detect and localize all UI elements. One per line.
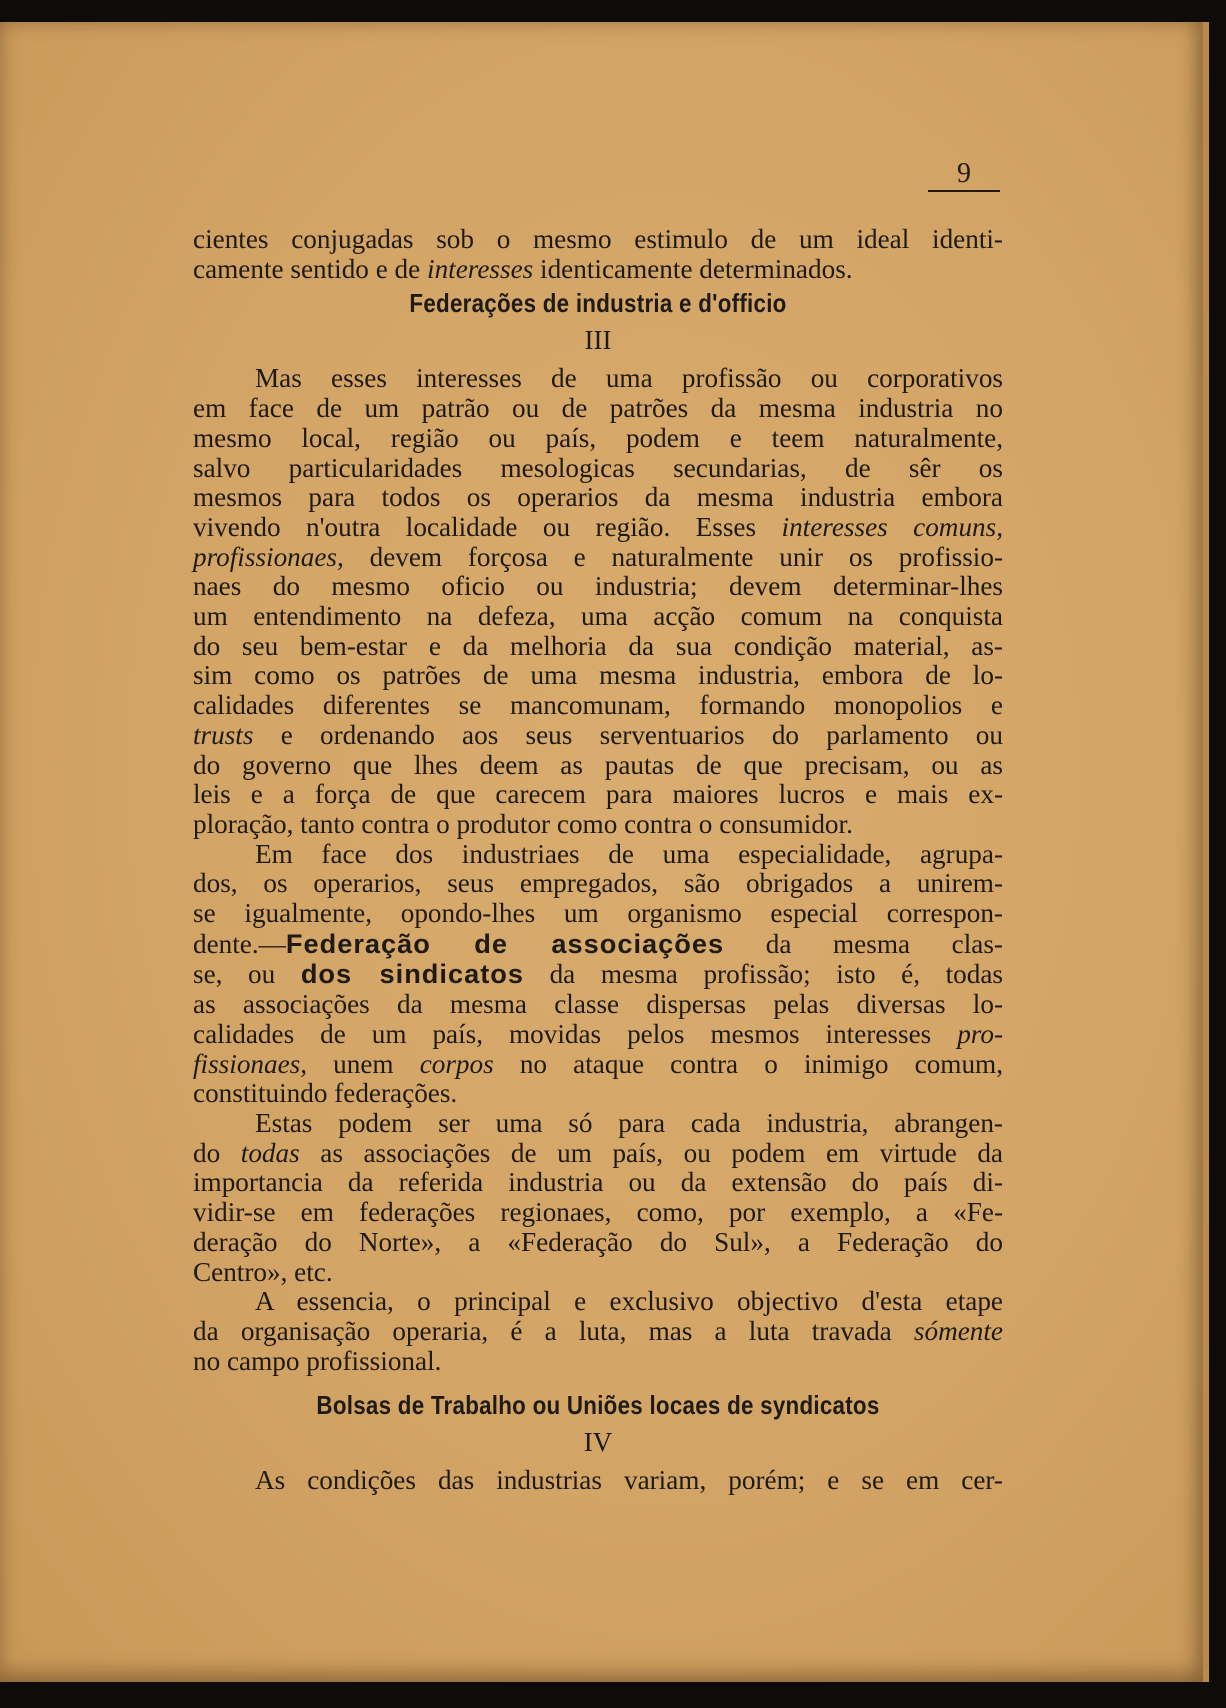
text-line: Centro», etc. [193,1256,333,1287]
section-heading: Federações de industria e d'officio [409,288,787,319]
text-line: mesmos para todos os operarios da mesma industria embora [193,482,1003,513]
section-numeral: III [584,325,612,356]
text-line: Mas esses interesses de uma profissão ou corporativos [255,363,1003,394]
text-line: fissionaes, unem corpos no ataque contra o inimigo comum, [193,1048,1003,1079]
text-line: do governo que lhes deem as pautas de que precisam, ou as [193,749,1003,780]
text-line: Estas podem ser uma só para cada industria, abrangen- [255,1107,1003,1138]
text-line: do seu bem-estar e da melhoria da sua condição material, as- [193,630,1003,661]
text-line: importancia da referida industria ou da extensão do país di- [193,1167,1003,1198]
text-line: constituindo federações. [193,1078,458,1109]
text-line: cientes conjugadas sob o mesmo estimulo de um ideal identi- [193,224,1003,254]
text-line: deração do Norte», a «Federação do Sul», a Federação do [193,1226,1003,1257]
section-numeral: IV [583,1427,613,1458]
text-line: camente sentido e de interesses identicamente determinados. [193,253,853,284]
page-number: 9 [928,158,1000,192]
text-line: da organisação operaria, é a luta, mas a luta travada sómente [193,1315,1003,1346]
text-line: leis e a força de que carecem para maiores lucros e mais ex- [193,779,1003,810]
text-line: As condições das industrias variam, porém; e se em cer- [255,1465,1003,1496]
text-line: ploração, tanto contra o produtor como contra o consumidor. [193,808,853,839]
text-line: trusts e ordenando aos seus serventuarios do parlamento ou [193,719,1003,750]
text-line: dos, os operarios, seus empregados, são obrigados a unirem- [193,868,1003,899]
text-line: se, ou dos sindicatos da mesma profissão; isto é, todas [193,958,1003,990]
text-line: vidir-se em federações regionaes, como, por exemplo, a «Fe- [193,1197,1003,1228]
text-column [193,225,1003,1496]
text-line: no campo profissional. [193,1345,442,1376]
document-page [0,22,1209,1682]
text-line: dente.—Federação de associações da mesma clas- [193,927,1003,959]
text-line: se igualmente, opondo-lhes um organismo especial correspon- [193,898,1003,929]
text-line: vivendo n'outra localidade ou região. Esses interesses comuns, [193,511,1004,542]
text-line: sim como os patrões de uma mesma industria, embora de lo- [193,660,1003,691]
text-line: mesmo local, região ou país, podem e teem naturalmente, [193,422,1003,453]
text-line: calidades diferentes se mancomunam, formando monopolios e [193,690,1003,721]
text-line: as associações da mesma classe dispersas pelas diversas lo- [193,989,1003,1020]
text-line: em face de um patrão ou de patrões da mesma industria no [193,393,1003,424]
text-line: Em face dos industriaes de uma especialidade, agrupa- [255,838,1003,869]
text-line: A essencia, o principal e exclusivo objectivo d'esta etape [255,1286,1003,1317]
text-line: do todas as associações de um país, ou podem em virtude da [193,1137,1003,1168]
text-line: profissionaes, devem forçosa e naturalmente unir os profissio- [193,541,1003,572]
text-line: naes do mesmo oficio ou industria; devem determinar-lhes [193,571,1003,602]
text-line: um entendimento na defeza, uma acção comum na conquista [193,601,1003,632]
section-heading: Bolsas de Trabalho ou Uniões locaes de syndicatos [316,1390,880,1421]
text-line: calidades de um país, movidas pelos mesmos interesses pro- [193,1018,1003,1049]
text-line: salvo particularidades mesologicas secundarias, de sêr os [193,452,1003,483]
